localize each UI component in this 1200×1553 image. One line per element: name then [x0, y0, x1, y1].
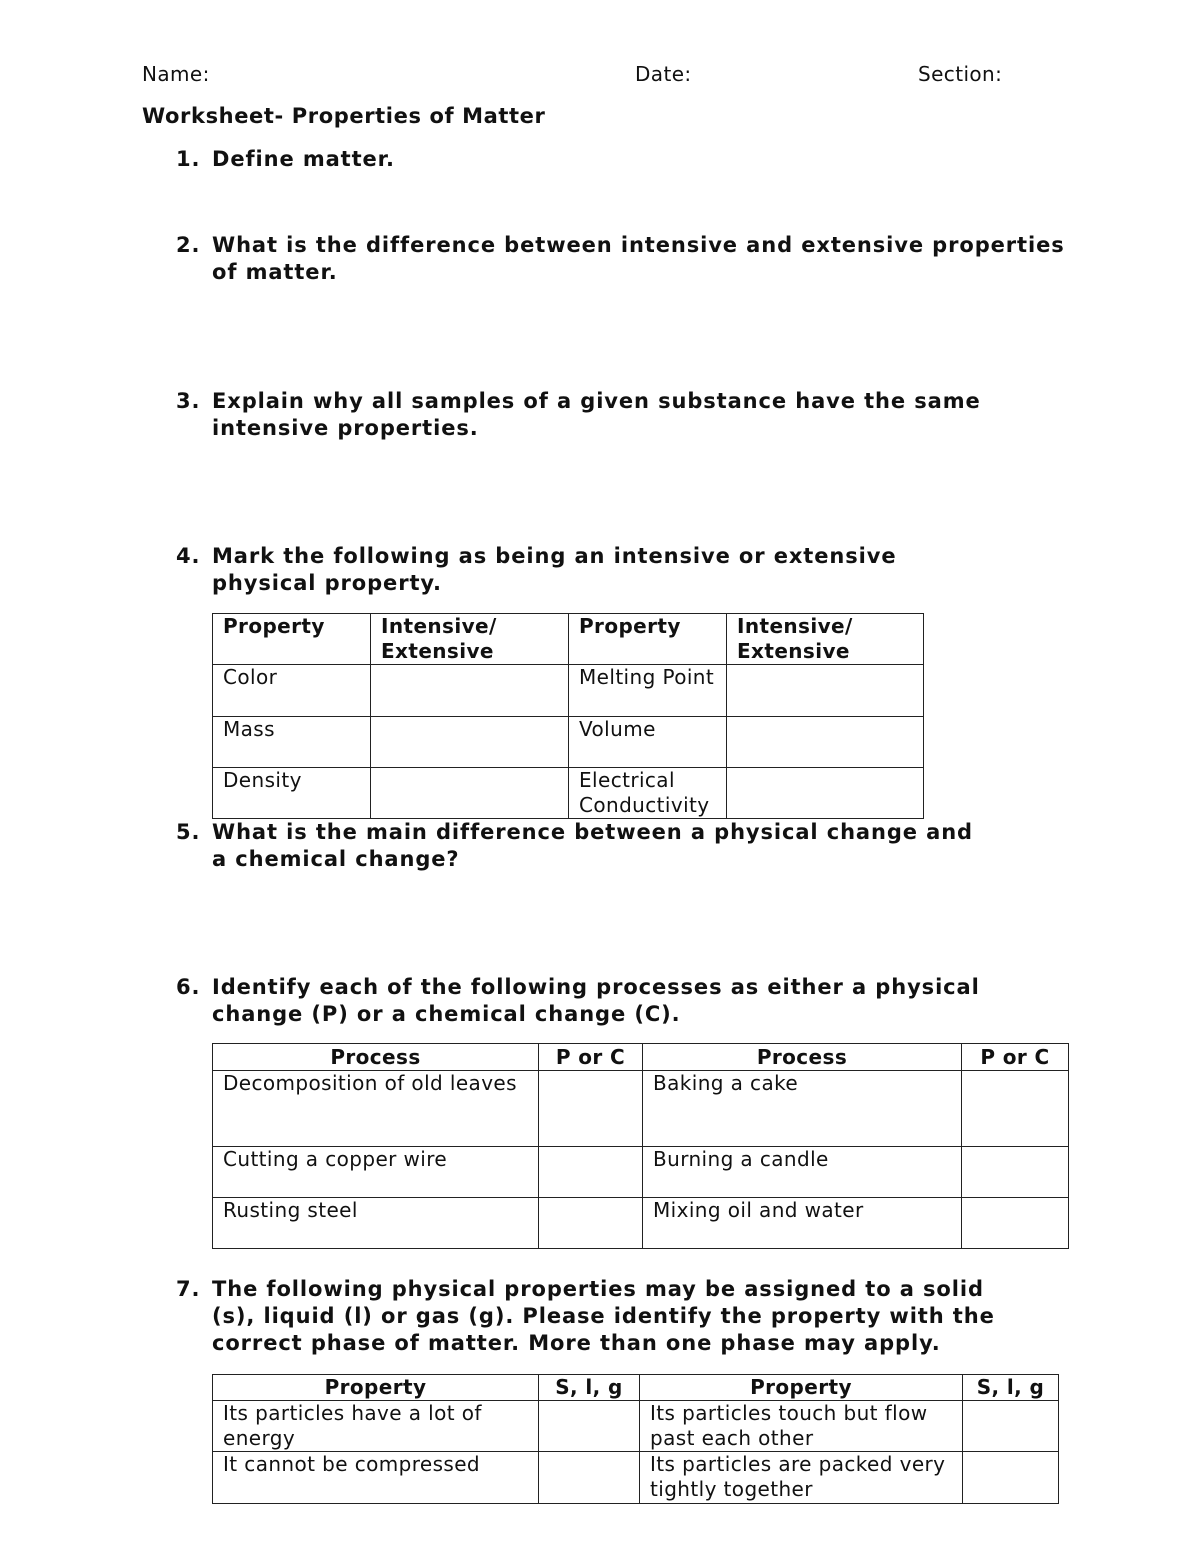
- question-text: The following physical properties may be assigned to a solid (s), liquid (l) or gas (g). Please identify the property with the correct phase of matter. More than one phase may apply.: [212, 1277, 995, 1355]
- column-header: Property: [569, 614, 727, 665]
- question-3: [176, 388, 1076, 442]
- property-cell: It cannot be compressed: [213, 1452, 539, 1504]
- question-7: [176, 1276, 1026, 1357]
- process-cell: Mixing oil and water: [643, 1198, 962, 1249]
- question-6: [176, 974, 1066, 1028]
- answer-cell[interactable]: [727, 768, 924, 819]
- table-row: [213, 1198, 1069, 1249]
- property-cell: Density: [213, 768, 371, 819]
- table-row: [213, 717, 924, 768]
- table-row: [213, 1147, 1069, 1198]
- table-row: [213, 1452, 1059, 1504]
- answer-cell[interactable]: [371, 665, 569, 717]
- question-number: 1.: [176, 147, 201, 171]
- column-header: Property: [213, 1375, 539, 1401]
- property-cell: Mass: [213, 717, 371, 768]
- section-label: Section:: [918, 62, 1003, 86]
- question-text: What is the main difference between a physical change and a chemical change?: [212, 820, 973, 871]
- table-header-row: [213, 1375, 1059, 1401]
- question-1: [176, 146, 1076, 173]
- answer-cell[interactable]: [539, 1071, 643, 1147]
- column-header: Intensive/ Extensive: [371, 614, 569, 665]
- question-number: 7.: [176, 1277, 201, 1301]
- table-header-row: [213, 614, 924, 665]
- date-label: Date:: [635, 62, 692, 86]
- answer-cell[interactable]: [371, 717, 569, 768]
- answer-cell[interactable]: [962, 1147, 1069, 1198]
- column-header: S, l, g: [539, 1375, 640, 1401]
- phase-of-matter-table: [212, 1374, 1059, 1504]
- column-header: Intensive/ Extensive: [727, 614, 924, 665]
- question-2: [176, 232, 1076, 286]
- question-number: 3.: [176, 389, 201, 413]
- answer-cell[interactable]: [539, 1198, 643, 1249]
- column-header: Process: [213, 1044, 539, 1071]
- column-header: P or C: [962, 1044, 1069, 1071]
- process-cell: Rusting steel: [213, 1198, 539, 1249]
- property-cell: Its particles touch but flow past each other: [640, 1401, 963, 1452]
- question-number: 6.: [176, 975, 201, 999]
- question-text: Mark the following as being an intensive or extensive physical property.: [212, 544, 897, 595]
- column-header: Process: [643, 1044, 962, 1071]
- column-header: Property: [213, 614, 371, 665]
- column-header: Property: [640, 1375, 963, 1401]
- answer-cell[interactable]: [539, 1452, 640, 1504]
- answer-cell[interactable]: [963, 1401, 1059, 1452]
- process-cell: Burning a candle: [643, 1147, 962, 1198]
- answer-cell[interactable]: [963, 1452, 1059, 1504]
- question-text: Explain why all samples of a given substance have the same intensive properties.: [212, 389, 981, 440]
- column-header: P or C: [539, 1044, 643, 1071]
- property-cell: Its particles are packed very tightly together: [640, 1452, 963, 1504]
- question-5: [176, 819, 996, 873]
- worksheet-title: Worksheet- Properties of Matter: [142, 104, 546, 128]
- name-label: Name:: [142, 62, 210, 86]
- question-number: 4.: [176, 544, 201, 568]
- table-row: [213, 768, 924, 819]
- table-row: [213, 1401, 1059, 1452]
- property-cell: Its particles have a lot of energy: [213, 1401, 539, 1452]
- process-cell: Cutting a copper wire: [213, 1147, 539, 1198]
- answer-cell[interactable]: [539, 1401, 640, 1452]
- answer-cell[interactable]: [962, 1198, 1069, 1249]
- property-cell: Color: [213, 665, 371, 717]
- question-4: [176, 543, 996, 597]
- property-cell: Melting Point: [569, 665, 727, 717]
- question-text: Define matter.: [212, 147, 395, 171]
- answer-cell[interactable]: [727, 717, 924, 768]
- process-cell: Baking a cake: [643, 1071, 962, 1147]
- table-row: [213, 1071, 1069, 1147]
- property-cell: Volume: [569, 717, 727, 768]
- intensive-extensive-table: [212, 613, 924, 819]
- question-number: 2.: [176, 233, 201, 257]
- answer-cell[interactable]: [727, 665, 924, 717]
- physical-chemical-table: [212, 1043, 1069, 1249]
- question-number: 5.: [176, 820, 201, 844]
- column-header: S, l, g: [963, 1375, 1059, 1401]
- answer-cell[interactable]: [962, 1071, 1069, 1147]
- question-text: Identify each of the following processes as either a physical change (P) or a chemical change (C).: [212, 975, 980, 1026]
- answer-cell[interactable]: [371, 768, 569, 819]
- property-cell: Electrical Conductivity: [569, 768, 727, 819]
- process-cell: Decomposition of old leaves: [213, 1071, 539, 1147]
- table-row: [213, 665, 924, 717]
- answer-cell[interactable]: [539, 1147, 643, 1198]
- question-text: What is the difference between intensive and extensive properties of matter.: [212, 233, 1065, 284]
- table-header-row: [213, 1044, 1069, 1071]
